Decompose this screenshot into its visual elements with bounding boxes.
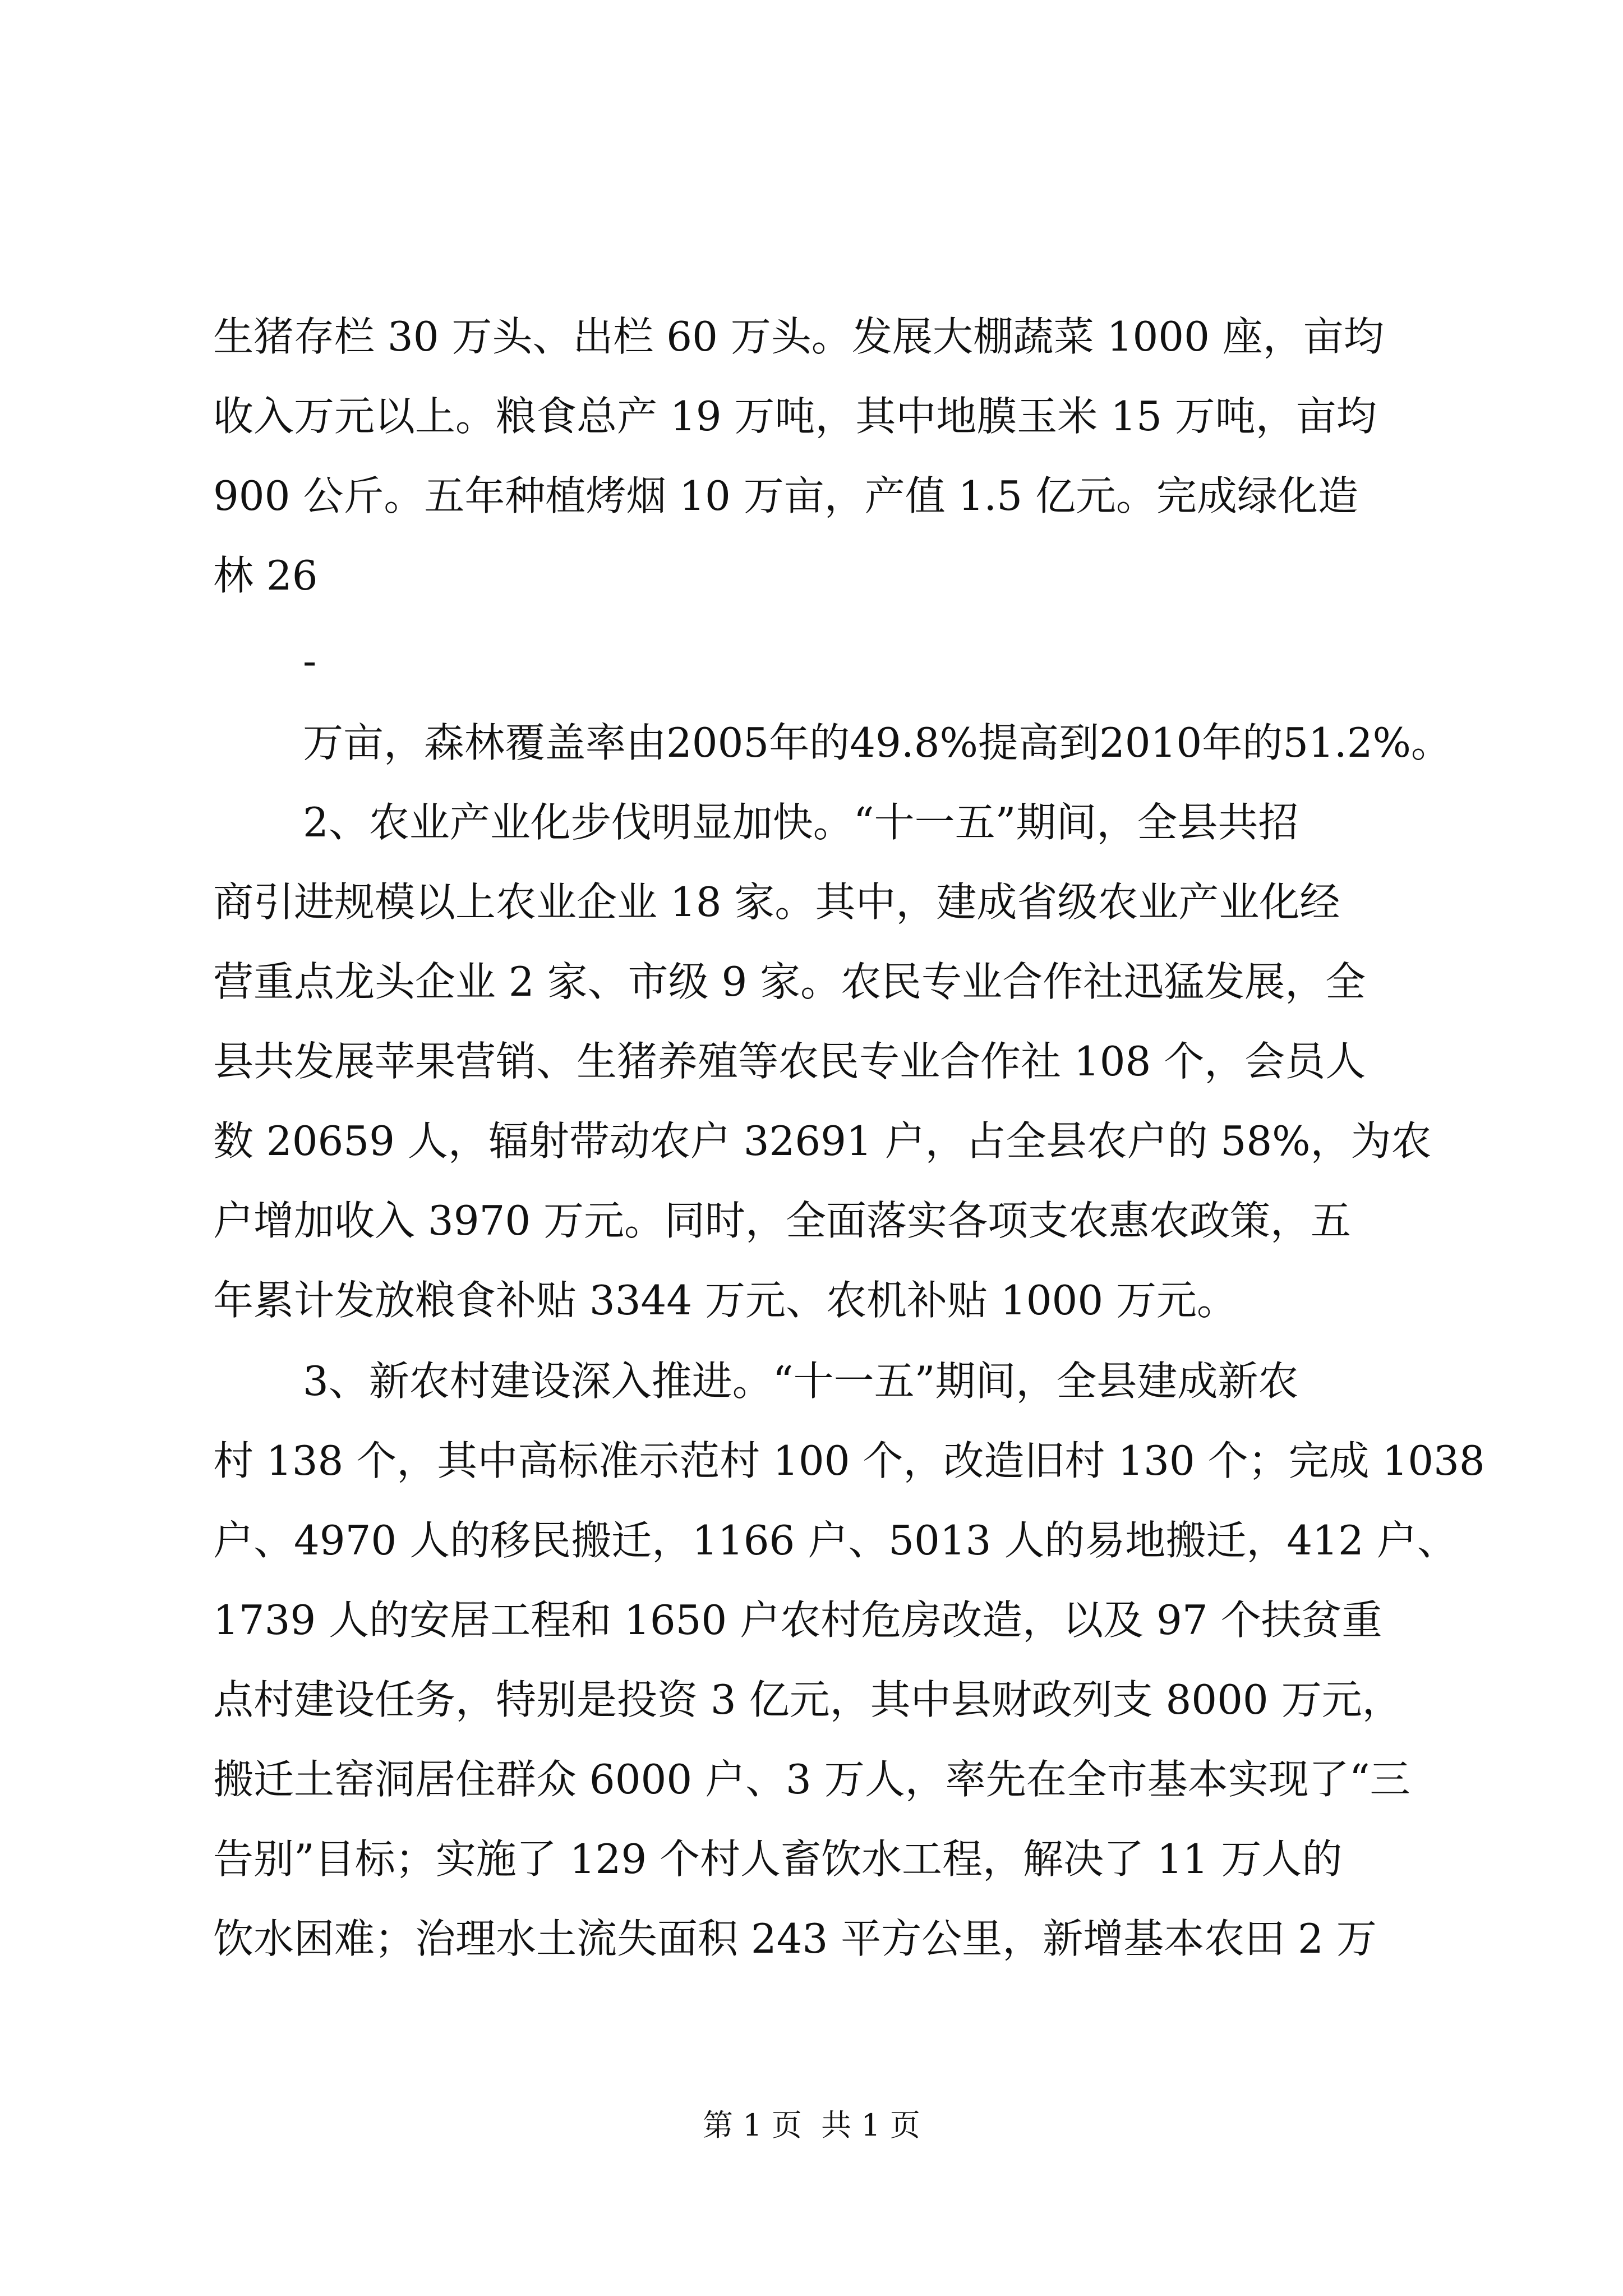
text-line: -: [303, 637, 317, 684]
text-line: 户增加收入 3970 万元。同时，全面落实各项支农惠农政策，五: [213, 1197, 1352, 1244]
text-line: 万亩，森林覆盖率由2005年的49.8%提高到2010年的51.2%。: [303, 719, 1451, 766]
text-line: 商引进规模以上农业企业 18 家。其中，建成省级农业产业化经: [213, 878, 1340, 926]
text-line: 村 138 个，其中高标准示范村 100 个，改造旧村 130 个；完成 1038: [213, 1437, 1485, 1484]
text-line: 900 公斤。五年种植烤烟 10 万亩，产值 1.5 亿元。完成绿化造: [213, 472, 1358, 519]
text-line: 搬迁土窑洞居住群众 6000 户、3 万人，率先在全市基本实现了“三: [213, 1756, 1410, 1803]
paragraph-first-line: 3、新农村建设深入推进。“十一五”期间，全县建成新农: [303, 1358, 1299, 1405]
text-line: 生猪存栏 30 万头、出栏 60 万头。发展大棚蔬菜 1000 座，亩均: [213, 313, 1384, 360]
page-footer: 第 1 页 共 1 页: [703, 2108, 920, 2143]
text-line: 1739 人的安居工程和 1650 户农村危房改造，以及 97 个扶贫重: [213, 1596, 1382, 1644]
text-line: 林 26: [213, 552, 318, 599]
text-line: 营重点龙头企业 2 家、市级 9 家。农民专业合作社迅猛发展，全: [213, 958, 1366, 1005]
text-line: 户、4970 人的移民搬迁，1166 户、5013 人的易地搬迁，412 户、: [213, 1517, 1458, 1564]
text-line: 点村建设任务，特别是投资 3 亿元，其中县财政列支 8000 万元，: [213, 1676, 1403, 1723]
paragraph-first-line: 2、农业产业化步伐明显加快。“十一五”期间，全县共招: [303, 799, 1299, 846]
text-line: 饮水困难；治理水土流失面积 243 平方公里，新增基本农田 2 万: [213, 1915, 1377, 1962]
text-line: 数 20659 人，辐射带动农户 32691 户，占全县农户的 58%，为农: [213, 1117, 1432, 1165]
text-line: 收入万元以上。粮食总产 19 万吨，其中地膜玉米 15 万吨，亩均: [213, 393, 1377, 440]
text-line: 年累计发放粮食补贴 3344 万元、农机补贴 1000 万元。: [213, 1277, 1238, 1324]
text-line: 告别”目标；实施了 129 个村人畜饮水工程，解决了 11 万人的: [213, 1835, 1343, 1883]
text-line: 县共发展苹果营销、生猪养殖等农民专业合作社 108 个，会员人: [213, 1038, 1366, 1085]
